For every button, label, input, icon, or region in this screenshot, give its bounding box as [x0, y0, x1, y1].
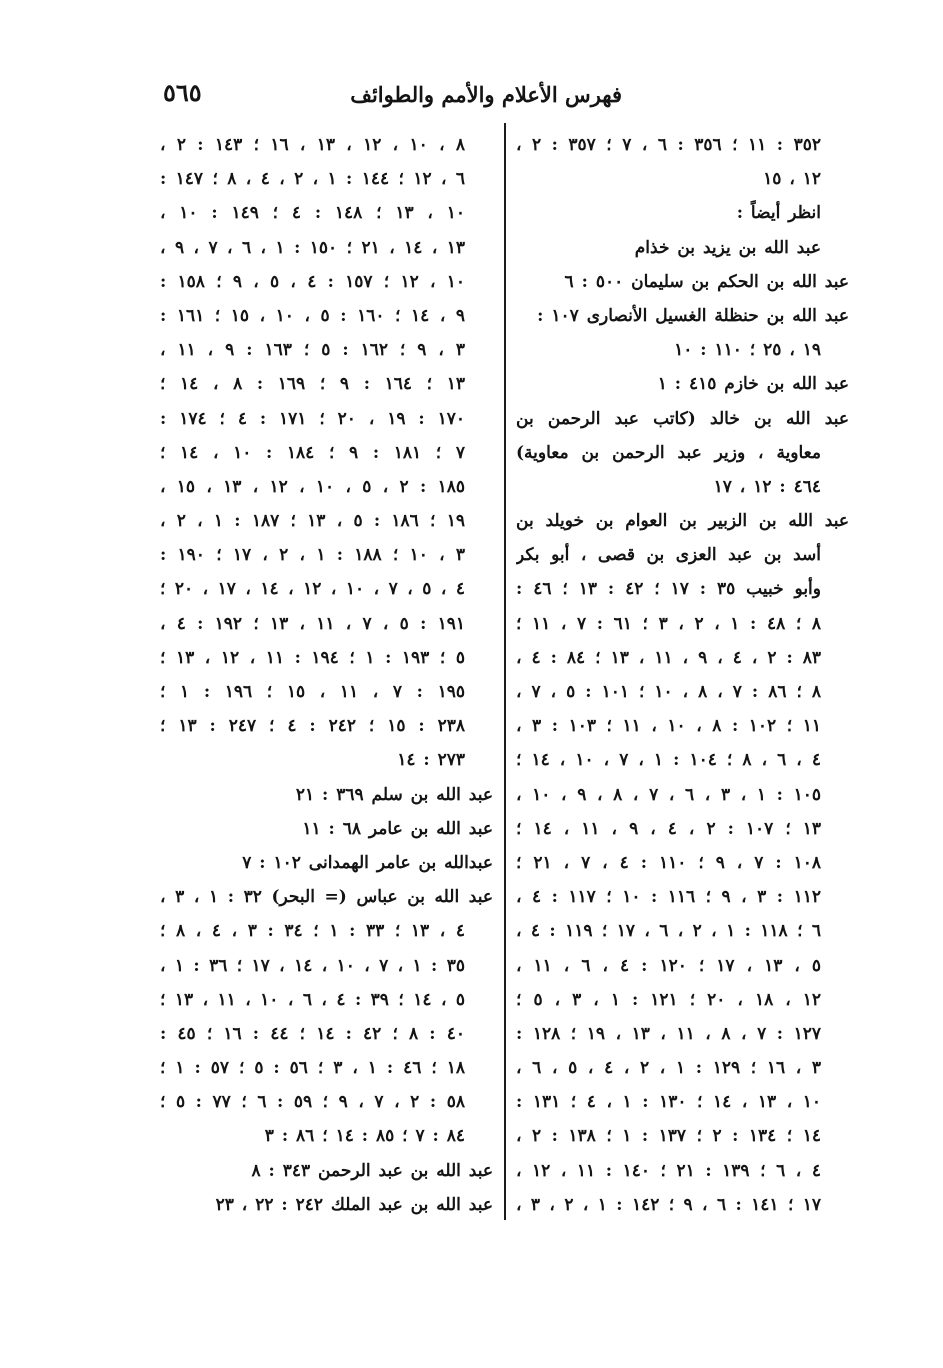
index-line: ١٩ ، ٢٥ ؛ ١١٠ : ١٠ — [674, 340, 821, 361]
page-number: ٥٦٥ — [163, 78, 202, 107]
index-line: ٥ ؛ ١٩٣ : ١ ؛ ١٩٤ : ١١ ، ١٢ ، ١٣ ؛ — [160, 647, 465, 668]
index-line: ٤ ، ١٣ ؛ ٣٣ : ١ ؛ ٣٤ : ٣ ، ٤ ، ٨ ؛ — [160, 921, 465, 942]
index-line: ٣ ، ١٦ ؛ ١٢٩ : ١ ، ٢ ، ٤ ، ٥ ، ٦ ، — [516, 1058, 822, 1079]
index-line: ١٣ ؛ ١٦٤ : ٩ ؛ ١٦٩ : ٨ ، ١٤ ؛ — [160, 374, 465, 395]
index-entry: عبدالله بن عامر الهمدانى ١٠٢ : ٧ — [242, 852, 493, 873]
index-entry: عبد الله بن عباس (= البحر) ٣٢ : ١ ، ٣ ، — [160, 887, 493, 908]
index-line: ١٣ ؛ ١٠٧ : ٢ ، ٤ ، ٩ ، ١١ ، ١٤ ؛ — [516, 818, 822, 839]
see-also-entry: عبد الله بن يزيد بن خذام — [634, 237, 821, 258]
index-entry: عبد الله بن الحكم بن سليمان ٥٠٠ : ٦ — [564, 271, 849, 292]
index-entry: عبد الله بن عبد الرحمن ٣٤٣ : ٨ — [251, 1160, 493, 1181]
right-column — [516, 128, 849, 1222]
index-line: ١٠ ، ١٣ ؛ ١٤٨ : ٤ ؛ ١٤٩ : ١٠ ، — [160, 203, 465, 224]
index-line: ٧ ؛ ١٨١ : ٩ ؛ ١٨٤ : ١٠ ، ١٤ ؛ — [160, 442, 465, 463]
index-entry: عبد الله بن خازم ٤١٥ : ١ — [657, 374, 849, 395]
index-line: ٢٣٨ : ١٥ ؛ ٢٤٢ : ٤ ؛ ٢٤٧ : ١٣ ؛ — [160, 716, 466, 737]
index-entry: عبد الله بن خالد (كاتب عبد الرحمن بن — [516, 408, 849, 429]
index-line: ١٠ ، ١٢ ؛ ١٥٧ : ٤ ، ٥ ، ٩ ؛ ١٥٨ : — [160, 271, 465, 292]
index-line: ٨ ؛ ٨٦ : ٧ ، ٨ ، ١٠ ؛ ١٠١ : ٥ ، ٧ ، — [516, 682, 822, 702]
index-line: ١٣ ، ١٤ ، ٢١ ؛ ١٥٠ : ١ ، ٦ ، ٧ ، ٩ ، — [160, 237, 466, 258]
index-line: ٨ ؛ ٤٨ : ١ ، ٢ ، ٣ ؛ ٦١ : ٧ ، ١١ ؛ — [516, 613, 821, 634]
index-line: ٤ ، ٦ ؛ ١٣٩ : ٢١ ؛ ١٤٠ : ١١ ، ١٢ ، — [516, 1160, 821, 1181]
index-entry: عبد الله بن الزبير بن العوام بن خويلد بن — [516, 511, 849, 532]
index-line: ١٢ ، ١٥ — [763, 169, 821, 190]
index-line: ٣٥ : ١ ، ٧ ، ١٠ ، ١٤ ، ١٧ ؛ ٣٦ : ١ ، — [160, 955, 465, 976]
index-line: ٤ ، ٥ ، ٧ ، ١٠ ، ١٢ ، ١٤ ، ١٧ ، ٢٠ ؛ — [160, 579, 466, 600]
index-line: معاوية ، وزير عبد الرحمن بن معاوية) — [516, 442, 821, 463]
index-entry: عبد الله بن عامر ٦٨ : ١١ — [302, 818, 493, 839]
index-line: ١٠ ، ١٣ ، ١٤ ؛ ١٣٠ : ١ ، ٤ ؛ ١٣١ : — [516, 1092, 822, 1113]
index-line: ١٠٨ : ٧ ، ٩ ؛ ١١٠ : ٤ ، ٧ ، ٢١ ؛ — [516, 852, 822, 873]
index-line: ٦ ، ١٢ ؛ ١٤٤ : ١ ، ٢ ، ٤ ، ٨ ؛ ١٤٧ : — [160, 169, 466, 190]
index-line: ٣ ، ١٠ ؛ ١٨٨ : ١ ، ٢ ، ١٧ ؛ ١٩٠ : — [160, 545, 465, 566]
index-entry: عبد الله بن سلم ٣٦٩ : ٢١ — [295, 784, 493, 805]
index-entry: عبد الله بن عبد الملك ٢٤٢ : ٢٢ ، ٢٣ — [215, 1194, 493, 1215]
index-line: ١٧ ؛ ١٤١ : ٦ ، ٩ ؛ ١٤٢ : ١ ، ٢ ، ٣ ، — [516, 1194, 822, 1215]
index-line: ٦ ؛ ١١٨ : ١ ، ٢ ، ٦ ، ١٧ ؛ ١١٩ : ٤ ، — [516, 921, 822, 942]
index-line: ١٩٥ : ٧ ، ١١ ، ١٥ ؛ ١٩٦ : ١ ؛ — [160, 682, 466, 702]
index-line: ١٩ ؛ ١٨٦ : ٥ ، ١٣ ؛ ١٨٧ : ١ ، ٢ ، — [160, 511, 465, 532]
index-line: ٢٧٣ : ١٤ — [397, 750, 465, 771]
index-line: ١٢ ، ١٨ ، ٢٠ ؛ ١٢١ : ١ ، ٣ ، ٥ ؛ — [516, 989, 822, 1010]
index-line: ٤٦٤ : ١٢ ، ١٧ — [713, 476, 821, 497]
index-line: ١٧٠ : ١٩ ، ٢٠ ؛ ١٧١ : ٤ ؛ ١٧٤ : — [160, 408, 465, 429]
index-line: ٥ ، ١٣ ، ١٧ ؛ ١٢٠ : ٤ ، ٦ ، ١١ ، — [516, 955, 822, 976]
index-line: ٥ ، ١٤ ؛ ٣٩ : ٤ ، ٦ ، ١٠ ، ١١ ، ١٣ ؛ — [160, 989, 466, 1010]
running-title: فهرس الأعلام والأمم والطوائف — [350, 82, 622, 107]
index-line: ٥٨ : ٢ ، ٧ ، ٩ ؛ ٥٩ : ٦ ؛ ٧٧ : ٥ ؛ — [160, 1092, 465, 1113]
index-line: ٨ ، ١٠ ، ١٢ ، ١٣ ، ١٦ ؛ ١٤٣ : ٢ ، — [160, 135, 466, 155]
index-line: ٣ ، ٩ ؛ ١٦٢ : ٥ ؛ ١٦٣ : ٩ ، ١١ ، — [160, 340, 465, 361]
index-line: ١٨٥ : ٢ ، ٥ ، ١٠ ، ١٢ ، ١٣ ، ١٥ ، — [160, 476, 465, 497]
index-line: ٣٥٢ : ١١ ؛ ٣٥٦ : ٦ ، ٧ ؛ ٣٥٧ : ٢ ، — [516, 135, 821, 155]
index-line: ٤٠ : ٨ ؛ ٤٢ : ١٤ ؛ ٤٤ : ١٦ ؛ ٤٥ : — [160, 1023, 465, 1044]
index-line: ١١٢ : ٣ ، ٩ ؛ ١١٦ : ١٠ ؛ ١١٧ : ٤ ، — [516, 887, 821, 908]
index-line: ١٩١ : ٥ ، ٧ ، ١١ ، ١٣ ؛ ١٩٢ : ٤ ، — [160, 613, 465, 634]
index-line: ١٨ ؛ ٤٦ : ١ ، ٣ ؛ ٥٦ : ٥ ؛ ٥٧ : ١ ؛ — [160, 1058, 465, 1079]
index-line: ١٠٥ : ١ ، ٣ ، ٦ ، ٧ ، ٨ ، ٩ ، ١٠ ، — [516, 784, 822, 805]
column-divider — [504, 123, 506, 1220]
index-line: ١٤ ؛ ١٣٤ : ٢ ؛ ١٣٧ : ١ ؛ ١٣٨ : ٢ ، — [516, 1126, 821, 1147]
left-column — [160, 128, 493, 1222]
index-line: ٨٣ : ٢ ، ٤ ، ٩ ، ١١ ، ١٣ ؛ ٨٤ : ٤ ، — [516, 647, 822, 668]
see-also-label: انظر أيضاً : — [736, 203, 821, 224]
index-line: أسد بن عبد العزى بن قصى ، أبو بكر — [516, 545, 821, 566]
index-line: ١٢٧ : ٧ ، ٨ ، ١١ ، ١٣ ، ١٩ ؛ ١٢٨ : — [516, 1023, 821, 1044]
index-line: ٤ ، ٦ ، ٨ ؛ ١٠٤ : ١ ، ٧ ، ١٠ ، ١٤ ؛ — [516, 750, 821, 771]
index-line: ١١ ؛ ١٠٢ : ٨ ، ١٠ ، ١١ ؛ ١٠٣ : ٣ ، — [516, 716, 821, 737]
index-line: وأبو خبيب ٣٥ : ١٧ ؛ ٤٢ : ١٣ ؛ ٤٦ : — [516, 579, 821, 600]
index-line: ٨٤ : ٧ ؛ ٨٥ : ١٤ ؛ ٨٦ : ٣ — [264, 1126, 465, 1147]
index-line: ٩ ، ١٤ ؛ ١٦٠ : ٥ ، ١٠ ، ١٥ ؛ ١٦١ : — [160, 305, 466, 326]
index-entry: عبد الله بن حنظلة الغسيل الأنصارى ١٠٧ : — [537, 305, 849, 326]
